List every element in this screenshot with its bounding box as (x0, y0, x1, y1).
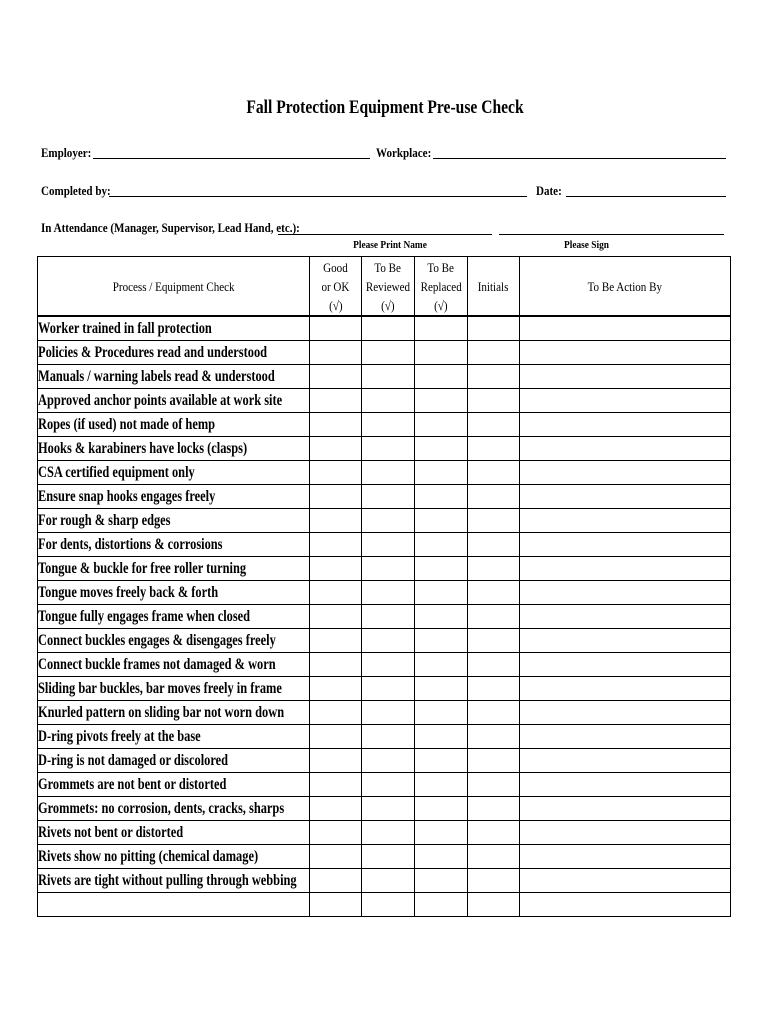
table-row (38, 797, 731, 821)
header-to-be-reviewed: To Be Reviewed (√) (362, 257, 415, 317)
to-be-replaced-cell[interactable] (415, 893, 468, 917)
to-be-reviewed-cell[interactable] (362, 893, 415, 917)
date-label: Date: (536, 183, 562, 198)
action-by-cell[interactable] (520, 461, 731, 485)
action-by-cell[interactable] (520, 413, 731, 437)
to-be-replaced-cell[interactable] (415, 653, 468, 677)
action-by-cell[interactable] (520, 581, 731, 605)
to-be-reviewed-cell[interactable] (362, 725, 415, 749)
good-cell[interactable] (310, 653, 362, 677)
to-be-reviewed-cell[interactable] (362, 845, 415, 869)
attendance-sign-field[interactable] (499, 234, 724, 235)
check-item-label: D-ring is not damaged or discolored (38, 749, 310, 773)
initials-cell[interactable] (468, 509, 520, 533)
good-cell[interactable] (310, 605, 362, 629)
initials-cell[interactable] (468, 533, 520, 557)
check-item-label: Worker trained in fall protection (38, 316, 310, 341)
action-by-cell[interactable] (520, 653, 731, 677)
table-row (38, 316, 731, 341)
to-be-reviewed-cell[interactable] (362, 701, 415, 725)
initials-cell[interactable] (468, 316, 520, 341)
action-by-cell[interactable] (520, 389, 731, 413)
to-be-replaced-cell[interactable] (415, 485, 468, 509)
check-item-label: Grommets are not bent or distorted (38, 773, 310, 797)
to-be-replaced-cell[interactable] (415, 316, 468, 341)
check-item-label: Sliding bar buckles, bar moves freely in frame (38, 677, 310, 701)
check-item-label: Tongue fully engages frame when closed (38, 605, 310, 629)
to-be-replaced-cell[interactable] (415, 749, 468, 773)
good-cell[interactable] (310, 773, 362, 797)
good-cell[interactable] (310, 701, 362, 725)
table-row (38, 653, 731, 677)
to-be-replaced-cell[interactable] (415, 533, 468, 557)
check-item-label: Policies & Procedures read and understood (38, 341, 310, 365)
good-cell[interactable] (310, 437, 362, 461)
to-be-reviewed-cell[interactable] (362, 461, 415, 485)
to-be-replaced-cell[interactable] (415, 605, 468, 629)
to-be-reviewed-cell[interactable] (362, 605, 415, 629)
check-item-label (38, 893, 310, 917)
action-by-cell[interactable] (520, 677, 731, 701)
table-row (38, 749, 731, 773)
good-cell[interactable] (310, 869, 362, 893)
action-by-cell[interactable] (520, 509, 731, 533)
to-be-reviewed-cell[interactable] (362, 485, 415, 509)
header-action-by: To Be Action By (520, 257, 731, 317)
to-be-replaced-cell[interactable] (415, 365, 468, 389)
table-row (38, 365, 731, 389)
to-be-reviewed-cell[interactable] (362, 797, 415, 821)
check-table (37, 256, 731, 917)
workplace-field[interactable] (433, 158, 726, 159)
initials-cell[interactable] (468, 893, 520, 917)
to-be-replaced-cell[interactable] (415, 629, 468, 653)
table-row (38, 725, 731, 749)
action-by-cell[interactable] (520, 605, 731, 629)
table-row (38, 341, 731, 365)
good-cell[interactable] (310, 316, 362, 341)
to-be-replaced-cell[interactable] (415, 581, 468, 605)
check-item-label: For rough & sharp edges (38, 509, 310, 533)
action-by-cell[interactable] (520, 485, 731, 509)
to-be-reviewed-cell[interactable] (362, 437, 415, 461)
good-cell[interactable] (310, 533, 362, 557)
check-item-label: Knurled pattern on sliding bar not worn down (38, 701, 310, 725)
to-be-replaced-cell[interactable] (415, 557, 468, 581)
table-row (38, 413, 731, 437)
to-be-replaced-cell[interactable] (415, 869, 468, 893)
table-row (38, 893, 731, 917)
header-good: Good or OK (√) (310, 257, 362, 317)
good-cell[interactable] (310, 725, 362, 749)
check-item-label: Ensure snap hooks engages freely (38, 485, 310, 509)
table-row (38, 845, 731, 869)
to-be-reviewed-cell[interactable] (362, 341, 415, 365)
initials-cell[interactable] (468, 341, 520, 365)
action-by-cell[interactable] (520, 869, 731, 893)
good-cell[interactable] (310, 461, 362, 485)
initials-cell[interactable] (468, 653, 520, 677)
good-cell[interactable] (310, 797, 362, 821)
action-by-cell[interactable] (520, 365, 731, 389)
initials-cell[interactable] (468, 389, 520, 413)
initials-cell[interactable] (468, 869, 520, 893)
check-item-label: CSA certified equipment only (38, 461, 310, 485)
completed-by-label: Completed by: (41, 183, 111, 198)
completed-by-field[interactable] (109, 196, 527, 197)
check-item-label: Manuals / warning labels read & understood (38, 365, 310, 389)
to-be-replaced-cell[interactable] (415, 509, 468, 533)
initials-cell[interactable] (468, 677, 520, 701)
table-row (38, 821, 731, 845)
table-row (38, 461, 731, 485)
table-row (38, 605, 731, 629)
check-item-label: For dents, distortions & corrosions (38, 533, 310, 557)
initials-cell[interactable] (468, 461, 520, 485)
initials-cell[interactable] (468, 845, 520, 869)
check-item-label: Rivets are tight without pulling through webbing (38, 869, 310, 893)
check-item-label: Connect buckles engages & disengages freely (38, 629, 310, 653)
initials-cell[interactable] (468, 437, 520, 461)
action-by-cell[interactable] (520, 701, 731, 725)
header-to-be-replaced: To Be Replaced (√) (415, 257, 468, 317)
initials-cell[interactable] (468, 557, 520, 581)
check-item-label: Ropes (if used) not made of hemp (38, 413, 310, 437)
initials-cell[interactable] (468, 701, 520, 725)
initials-cell[interactable] (468, 725, 520, 749)
table-row (38, 533, 731, 557)
good-cell[interactable] (310, 677, 362, 701)
employer-field[interactable] (93, 158, 370, 159)
action-by-cell[interactable] (520, 341, 731, 365)
good-cell[interactable] (310, 749, 362, 773)
to-be-reviewed-cell[interactable] (362, 316, 415, 341)
good-cell[interactable] (310, 893, 362, 917)
table-row (38, 437, 731, 461)
check-item-label: Rivets show no pitting (chemical damage) (38, 845, 310, 869)
sign-caption: Please Sign (564, 239, 609, 251)
header-initials: Initials (468, 257, 520, 317)
good-cell[interactable] (310, 629, 362, 653)
initials-cell[interactable] (468, 773, 520, 797)
attendance-label: In Attendance (Manager, Supervisor, Lead Hand, etc.): (41, 220, 300, 235)
to-be-replaced-cell[interactable] (415, 437, 468, 461)
check-item-label: Grommets: no corrosion, dents, cracks, sharps (38, 797, 310, 821)
good-cell[interactable] (310, 845, 362, 869)
action-by-cell[interactable] (520, 629, 731, 653)
to-be-reviewed-cell[interactable] (362, 533, 415, 557)
table-row (38, 701, 731, 725)
initials-cell[interactable] (468, 749, 520, 773)
initials-cell[interactable] (468, 821, 520, 845)
action-by-cell[interactable] (520, 316, 731, 341)
employer-label: Employer: (41, 145, 92, 160)
table-row (38, 869, 731, 893)
attendance-print-name-field[interactable] (278, 234, 492, 235)
initials-cell[interactable] (468, 605, 520, 629)
to-be-reviewed-cell[interactable] (362, 677, 415, 701)
initials-cell[interactable] (468, 629, 520, 653)
table-row (38, 557, 731, 581)
to-be-replaced-cell[interactable] (415, 725, 468, 749)
to-be-replaced-cell[interactable] (415, 413, 468, 437)
action-by-cell[interactable] (520, 725, 731, 749)
to-be-replaced-cell[interactable] (415, 461, 468, 485)
to-be-reviewed-cell[interactable] (362, 581, 415, 605)
initials-cell[interactable] (468, 581, 520, 605)
check-item-label: Connect buckle frames not damaged & worn (38, 653, 310, 677)
check-item-label: Approved anchor points available at work site (38, 389, 310, 413)
to-be-reviewed-cell[interactable] (362, 821, 415, 845)
action-by-cell[interactable] (520, 773, 731, 797)
to-be-reviewed-cell[interactable] (362, 557, 415, 581)
initials-cell[interactable] (468, 365, 520, 389)
initials-cell[interactable] (468, 485, 520, 509)
table-row (38, 389, 731, 413)
to-be-reviewed-cell[interactable] (362, 413, 415, 437)
good-cell[interactable] (310, 341, 362, 365)
good-cell[interactable] (310, 413, 362, 437)
action-by-cell[interactable] (520, 893, 731, 917)
to-be-reviewed-cell[interactable] (362, 773, 415, 797)
table-header-row (38, 257, 731, 317)
action-by-cell[interactable] (520, 845, 731, 869)
check-item-label: D-ring pivots freely at the base (38, 725, 310, 749)
good-cell[interactable] (310, 557, 362, 581)
to-be-replaced-cell[interactable] (415, 797, 468, 821)
header-process: Process / Equipment Check (38, 257, 310, 317)
to-be-reviewed-cell[interactable] (362, 749, 415, 773)
initials-cell[interactable] (468, 413, 520, 437)
action-by-cell[interactable] (520, 821, 731, 845)
table-row (38, 773, 731, 797)
good-cell[interactable] (310, 581, 362, 605)
check-item-label: Rivets not bent or distorted (38, 821, 310, 845)
to-be-reviewed-cell[interactable] (362, 509, 415, 533)
to-be-replaced-cell[interactable] (415, 677, 468, 701)
to-be-replaced-cell[interactable] (415, 845, 468, 869)
to-be-replaced-cell[interactable] (415, 773, 468, 797)
check-item-label: Tongue moves freely back & forth (38, 581, 310, 605)
table-row (38, 629, 731, 653)
good-cell[interactable] (310, 509, 362, 533)
to-be-replaced-cell[interactable] (415, 701, 468, 725)
good-cell[interactable] (310, 821, 362, 845)
page-title: Fall Protection Equipment Pre-use Check (246, 97, 524, 118)
to-be-reviewed-cell[interactable] (362, 653, 415, 677)
check-item-label: Hooks & karabiners have locks (clasps) (38, 437, 310, 461)
table-row (38, 581, 731, 605)
good-cell[interactable] (310, 389, 362, 413)
date-field[interactable] (566, 196, 726, 197)
action-by-cell[interactable] (520, 437, 731, 461)
good-cell[interactable] (310, 485, 362, 509)
to-be-reviewed-cell[interactable] (362, 629, 415, 653)
print-name-caption: Please Print Name (353, 239, 427, 251)
action-by-cell[interactable] (520, 557, 731, 581)
action-by-cell[interactable] (520, 749, 731, 773)
action-by-cell[interactable] (520, 533, 731, 557)
good-cell[interactable] (310, 365, 362, 389)
to-be-replaced-cell[interactable] (415, 389, 468, 413)
initials-cell[interactable] (468, 797, 520, 821)
table-row (38, 677, 731, 701)
to-be-replaced-cell[interactable] (415, 341, 468, 365)
check-item-label: Tongue & buckle for free roller turning (38, 557, 310, 581)
to-be-reviewed-cell[interactable] (362, 869, 415, 893)
table-row (38, 485, 731, 509)
to-be-replaced-cell[interactable] (415, 821, 468, 845)
to-be-reviewed-cell[interactable] (362, 389, 415, 413)
to-be-reviewed-cell[interactable] (362, 365, 415, 389)
table-row (38, 509, 731, 533)
action-by-cell[interactable] (520, 797, 731, 821)
workplace-label: Workplace: (376, 145, 432, 160)
